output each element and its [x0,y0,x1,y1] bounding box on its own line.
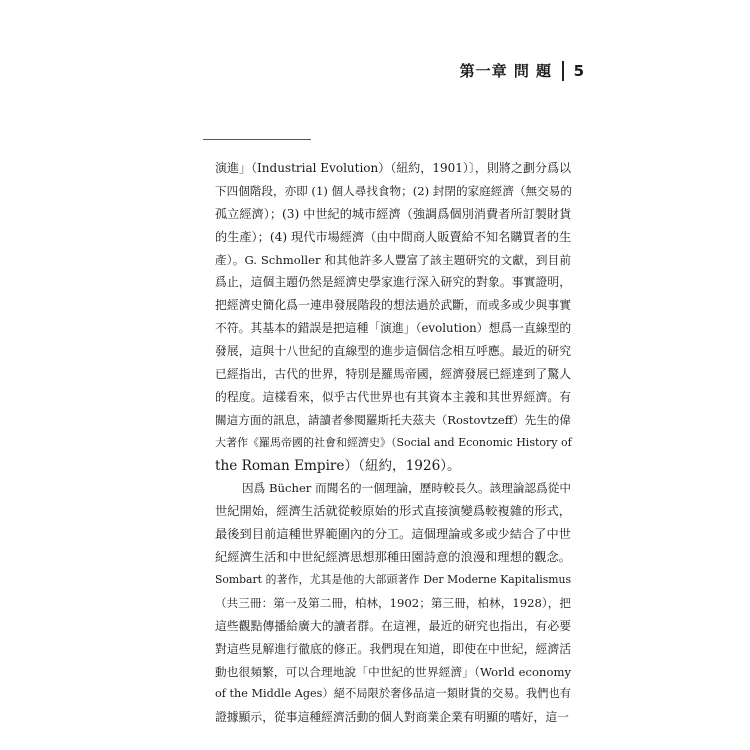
text-line: the Roman Empire）（紐約，1926）。 [215,457,461,474]
header-divider [562,61,564,81]
chapter-title: 第一章 問 題 [459,62,553,80]
text-line: 產）。G. Schmoller 和其他許多人豐富了該主題研究的文獻，到目前 [215,252,571,267]
text-line: 發展，這與十八世紀的直線型的進步這個信念相互呼應。最近的研究 [215,344,571,359]
text-line: Sombart 的著作，尤其是他的大部頭著作 Der Moderne Kapitalismus [215,573,571,587]
text-line: 已經指出，古代的世界，特別是羅馬帝國，經濟發展已經達到了驚人 [215,367,571,382]
text-line: 紀經濟生活和中世紀經濟思想那種田園詩意的浪漫和理想的觀念。 [215,550,571,565]
text-line: （共三冊：第一及第二冊，柏林，1902；第三冊，柏林，1928），把 [215,595,571,610]
text-line: 動也很頻繁，可以合理地說「中世紀的世界經濟」（World economy [215,664,571,679]
paragraph [215,157,571,477]
text-line: 對這些見解進行徹底的修正。我們現在知道，即使在中世紀，經濟活 [215,641,571,656]
text-line: 關這方面的訊息，請讀者參閱羅斯托夫茲夫（Rostovtzeff）先生的偉 [215,412,571,427]
text-line: 這些觀點傳播給廣大的讀者群。在這裡，最近的研究也指出，有必要 [215,618,571,633]
running-header [460,60,585,81]
text-line: 世紀開始，經濟生活就從較原始的形式直接演變爲較複雜的形式， [215,504,571,519]
text-line: 孤立經濟）；(3) 中世紀的城市經濟（強調爲個別消費者所訂製財貨 [215,206,572,221]
text-line: 因爲 Bücher 而聞名的一個理論，歷時較長久。該理論認爲從中 [242,481,571,496]
footnote-rule [203,139,311,140]
text-line: 證據顯示，從事這種經濟活動的個人對商業企業有明顯的嗜好，這一 [215,710,569,725]
text-line: 大著作《羅馬帝國的社會和經濟史》（Social and Economic History of [215,435,572,449]
text-line: 爲止，這個主題仍然是經濟史學家進行深入研究的對象。事實證明， [215,275,571,290]
page-number: 5 [573,61,585,80]
text-line: 最後到目前這種世界範圍內的分工。這個理論或多或少結合了中世 [215,527,571,542]
text-line: 的程度。這樣看來，似乎古代世界也有其資本主義和其世界經濟。有 [215,389,571,404]
text-line: 演進」（Industrial Evolution）（紐約，1901）〕，則將之劃分爲以 [215,161,571,175]
footnote-body [215,157,571,729]
text-line: 下四個階段，亦即 (1) 個人尋找食物；(2) 封閉的家庭經濟（無交易的 [215,183,572,198]
paragraph [215,477,571,729]
text-line: 把經濟史簡化爲一連串發展階段的想法過於武斷，而或多或少與事實 [215,298,571,313]
text-line: of the Middle Ages）絕不局限於奢侈品這一類財貨的交易。我們也有 [215,687,571,701]
text-line: 的生產）；(4) 現代市場經濟（由中間商人販賣給不知名購買者的生 [215,229,572,244]
text-line: 不符。其基本的錯誤是把這種「演進」（evolution）想爲一直線型的 [215,321,572,336]
